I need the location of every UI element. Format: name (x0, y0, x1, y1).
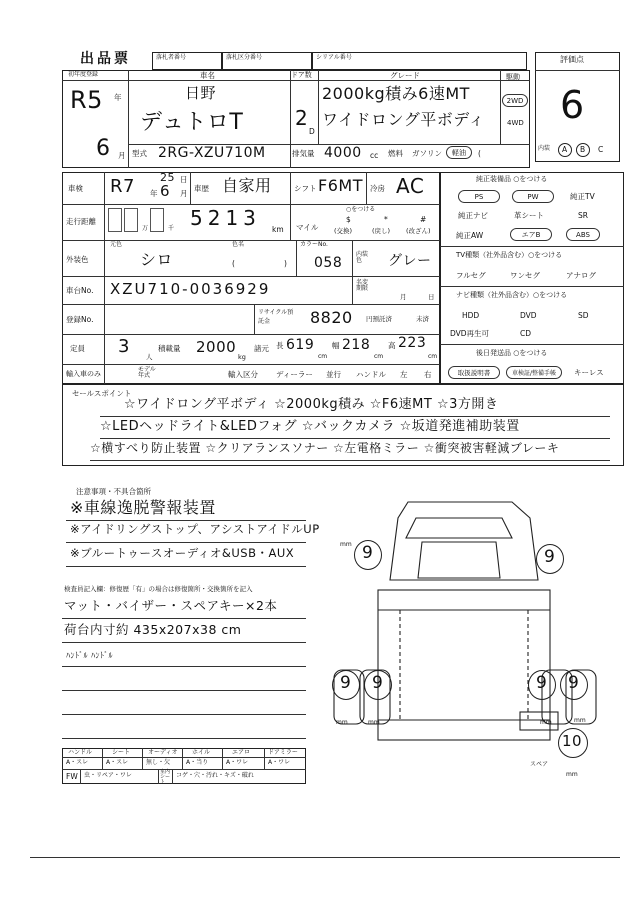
interior-grade-c[interactable]: C (598, 145, 604, 154)
len-label: 長 (276, 341, 284, 350)
usage-label: 車歴 (194, 184, 209, 193)
legend-r1-seat: A・スレ (106, 759, 129, 766)
interior-label: 内装 (538, 145, 551, 152)
title-page: 出品票 (80, 51, 131, 67)
type-value: 2RG-XZU710M (158, 145, 266, 161)
sales-line-3: ☆横すべり防止装置 ☆クリアランスソナー ☆左電格ミラー ☆衝突被害軽減ブレーキ (90, 441, 560, 455)
interior-color-label: 内装色 (356, 251, 369, 264)
len-value: 619 (286, 337, 315, 353)
grade-label: グレード (390, 71, 420, 80)
after-shaken[interactable]: 車検証/整備手帳 (506, 366, 562, 379)
mileage-digit-box-3 (150, 208, 164, 232)
fuel-diesel[interactable]: 軽油 (446, 146, 472, 159)
sales-line-1: ☆ワイドロング平ボディ ☆2000kg積み ☆F6速MT ☆3方開き (124, 397, 499, 412)
color-value: シロ (140, 250, 174, 269)
header-label-2: 落札区分番号 (226, 54, 263, 61)
legend-r2-label: FW (66, 772, 78, 781)
handle-left[interactable]: 左 (400, 370, 408, 379)
color-no-label: カラーNo. (300, 241, 328, 248)
handle-label: ハンドル (356, 370, 386, 379)
notes-line-3: ※ブルートゥースオーディオ&USB・AUX (70, 546, 295, 560)
capacity-value: 3 (118, 336, 130, 357)
tv-title: TV種類（社外品含む）○をつける (456, 251, 563, 259)
mileage-digit-box-2 (124, 208, 138, 232)
tire-rear-right-outer-value: 9 (568, 673, 580, 693)
legend-r2-text: 虫・リペア・ワレ (84, 772, 132, 779)
grade-line-1: 2000kg積み6速MT (322, 84, 470, 103)
wid-unit: cm (374, 353, 384, 360)
legend-h-handle: ハンドル (68, 749, 93, 756)
legend-r1-handle: A・スレ (66, 759, 89, 766)
legend-r1-mirror: A・ワレ (268, 759, 291, 766)
mile-option-dollar[interactable]: $ (346, 215, 351, 224)
type-label: 型式 (132, 149, 147, 158)
recycle-unit: 円預託済 (366, 315, 392, 323)
color-name-label: 色名 (232, 241, 245, 248)
mileage-unit-man: 万 (142, 225, 149, 232)
score-label: 評価点 (560, 55, 584, 64)
wid-label: 幅 (332, 341, 340, 350)
cc-unit: cc (370, 151, 379, 160)
name-change-unit-month: 月 (400, 293, 407, 301)
tire-front-left-unit: mm (340, 541, 352, 548)
tire-rear-unit-4: mm (574, 717, 586, 724)
mile-option-hash[interactable]: # (420, 215, 427, 224)
equip-ps[interactable]: PS (458, 190, 500, 203)
first-reg-label: 初年度登録 (68, 71, 99, 78)
tire-front-right-value: 9 (544, 547, 556, 567)
shaken-unit-day: 日 (180, 175, 188, 184)
usage-value: 自家用 (222, 176, 272, 195)
spare-label: スペア (530, 761, 549, 768)
tire-rear-left-inner-value: 9 (372, 673, 384, 693)
mileage-unit-sen: 千 (168, 225, 175, 232)
len-unit: cm (318, 353, 328, 360)
tire-rear-unit-1: mm (336, 719, 348, 726)
hgt-value: 223 (398, 335, 427, 351)
drive-4wd[interactable]: 4WD (507, 119, 524, 127)
name-change-unit-day: 日 (428, 293, 435, 301)
equip-leather[interactable]: 革シート (514, 211, 544, 220)
color-orig-label: 元色 (110, 241, 123, 248)
navi-title: ナビ種類（社外品含む）○をつける (456, 291, 568, 299)
mileage-unit: km (272, 225, 284, 234)
mileage-value: 5213 (190, 206, 261, 230)
navi-dvd-play[interactable]: DVD再生可 (450, 329, 490, 338)
model-value: デュトロT (140, 110, 244, 135)
maker-value: 日野 (185, 84, 217, 102)
after-title: 後日発送品 ○をつける (476, 349, 548, 357)
shaken-unit-month: 月 (180, 189, 188, 198)
legend-r1-wheel: A・当り (186, 759, 209, 766)
after-keyless[interactable]: キーレス (574, 368, 604, 377)
first-reg-year-unit: 年 (114, 93, 122, 102)
navi-cd[interactable]: CD (520, 329, 532, 338)
fuel-label: 燃料 (388, 149, 403, 158)
doors-label: ドア数 (291, 71, 312, 79)
equip-aw[interactable]: 純正AW (456, 231, 484, 240)
tire-rear-unit-3: mm (540, 719, 552, 726)
handle-right[interactable]: 右 (424, 370, 432, 379)
interior-color-value: グレー (388, 253, 432, 269)
maker-label: 車名 (200, 71, 215, 80)
capacity-label: 定員 (70, 344, 85, 353)
recycle-unpaid: 未済 (416, 315, 429, 323)
legend-h-audio: オーディオ (148, 749, 178, 756)
tv-fullseg[interactable]: フルセグ (456, 271, 486, 280)
navi-sd[interactable]: SD (578, 311, 589, 320)
notes-line-2: ※アイドリングストップ、アシストアイドルUP (70, 522, 320, 536)
tire-spare-value: 10 (562, 732, 583, 750)
truck-diagram (320, 480, 620, 810)
color-no-value: 058 (314, 255, 343, 271)
bottom-rule (30, 857, 620, 858)
mileage-label: 走行距離 (66, 217, 96, 226)
after-manual[interactable]: 取扱説明書 (448, 366, 500, 379)
load-unit: kg (238, 353, 246, 361)
hgt-label: 高 (388, 341, 396, 350)
fuel-gasoline[interactable]: ガソリン (412, 149, 442, 158)
sales-label: セールスポイント (72, 389, 132, 398)
import-cat-label: 輸入区分 (228, 370, 258, 379)
tire-front-left-value: 9 (362, 543, 374, 563)
recycle-value: 8820 (310, 308, 353, 327)
legend-h-aero: エアロ (232, 749, 251, 756)
shift-value: F6MT (318, 176, 363, 195)
legend-r2-label2: 室内シート (160, 769, 171, 785)
doors-value: 2 (295, 106, 309, 130)
mile-sub-exchange: (交換) (334, 227, 353, 235)
recycle-label: リサイクル預託金 (258, 309, 294, 325)
interior-grade-a-text: A (562, 145, 568, 154)
mile-sub-return: (戻し) (372, 227, 391, 235)
equip-tv[interactable]: 純正TV (570, 192, 595, 201)
first-reg-month-unit: 月 (118, 151, 126, 160)
equip-abs[interactable]: ABS (566, 228, 600, 241)
vin-label: 車台No. (66, 286, 94, 295)
mile-option-star[interactable]: * (384, 215, 388, 224)
dims-label: 諸元 (254, 344, 269, 353)
equip-navi[interactable]: 純正ナビ (458, 211, 488, 220)
shaken-value: R7 (110, 176, 135, 197)
color-paren-close: ) (284, 259, 287, 268)
mile-option-mile[interactable]: マイル (296, 223, 319, 232)
tv-oneseg[interactable]: ワンセグ (510, 271, 540, 280)
notes-line-1: ※車線逸脱警報装置 (70, 498, 216, 517)
hgt-unit: cm (428, 353, 438, 360)
wid-value: 218 (342, 337, 371, 353)
inspector-line-3: ﾊﾝﾄﾞﾙ ﾊﾝﾄﾞﾙ (66, 651, 114, 660)
capacity-unit: 人 (146, 353, 153, 361)
cc-label: 排気量 (292, 149, 315, 158)
load-value: 2000 (196, 338, 237, 356)
equip-sr[interactable]: SR (578, 211, 588, 220)
header-label-3: シリアル番号 (316, 54, 352, 61)
inspector-label: 検査員記入欄：修復歴「有」の場合は修復箇所・交換箇所を記入 (64, 585, 253, 593)
parallel-option[interactable]: 並行 (326, 370, 341, 379)
mileage-note: ○をつける (346, 206, 376, 213)
equipment-title: 純正装備品 ○をつける (476, 175, 548, 183)
fuel-other: ( (478, 149, 481, 158)
model-year-label: モデル年式 (138, 366, 156, 379)
ac-label: 冷房 (370, 184, 385, 193)
color-paren-open: ( (232, 259, 235, 268)
tire-rear-unit-2: mm (368, 719, 380, 726)
sales-line-2: ☆LEDヘッドライト&LEDフォグ ☆バックカメラ ☆坂道発進補助装置 (100, 419, 520, 434)
shaken-day: 25 (160, 171, 175, 184)
tire-spare-unit: mm (566, 771, 578, 778)
legend-r1-audio: 無し・欠 (146, 759, 171, 766)
shaken-unit-year: 年 (150, 189, 158, 198)
import-label: 輸入車のみ (66, 370, 101, 378)
drive-2wd[interactable]: 2WD (502, 94, 528, 107)
name-change-label: 名変期限 (356, 279, 369, 292)
inspector-line-1: マット・バイザー・スペアキー×2本 (64, 598, 278, 613)
equip-pw[interactable]: PW (512, 190, 554, 203)
equip-airbag[interactable]: エアB (510, 228, 552, 241)
navi-dvd[interactable]: DVD (520, 311, 537, 320)
score-value: 6 (560, 83, 585, 127)
ac-value: AC (396, 174, 425, 198)
notes-label: 注意事項・不具合箇所 (76, 487, 151, 496)
legend-r1-aero: A・ワレ (226, 759, 249, 766)
first-reg-month: 6 (96, 136, 111, 161)
first-reg-era: R5 (70, 86, 103, 114)
doors-suffix: D (309, 127, 315, 136)
legend-h-wheel: ホイル (192, 749, 211, 756)
tire-rear-left-outer-value: 9 (340, 673, 352, 693)
legend-r2-text2: コゲ・穴・汚れ・キズ・破れ (176, 772, 254, 779)
mileage-digit-box-1 (108, 208, 122, 232)
tire-rear-right-inner-value: 9 (536, 673, 548, 693)
shift-label: シフト (294, 184, 317, 193)
tv-analog[interactable]: アナログ (566, 271, 596, 280)
vin-value: XZU710-0036929 (110, 280, 271, 298)
reg-label: 登録No. (66, 315, 94, 324)
legend-h-seat: シート (112, 749, 131, 756)
legend-h-mirror: ドアミラー (268, 749, 298, 756)
shaken-label: 車検 (68, 184, 83, 193)
navi-hdd[interactable]: HDD (462, 311, 480, 320)
shaken-month: 6 (160, 182, 171, 200)
header-label-1: 落札者番号 (156, 54, 187, 61)
mile-sub-tamper: (改ざん) (406, 227, 431, 235)
drive-label: 駆動 (506, 73, 520, 81)
color-label: 外装色 (66, 255, 89, 264)
cc-value: 4000 (324, 145, 362, 161)
grade-line-2: ワイドロング平ボディ (322, 110, 485, 129)
inspector-line-2: 荷台内寸約 435x207x38 cm (64, 622, 242, 637)
load-label: 積載量 (158, 344, 181, 353)
interior-grade-b-text: B (580, 145, 586, 154)
dealer-option[interactable]: ディーラー (276, 370, 313, 379)
